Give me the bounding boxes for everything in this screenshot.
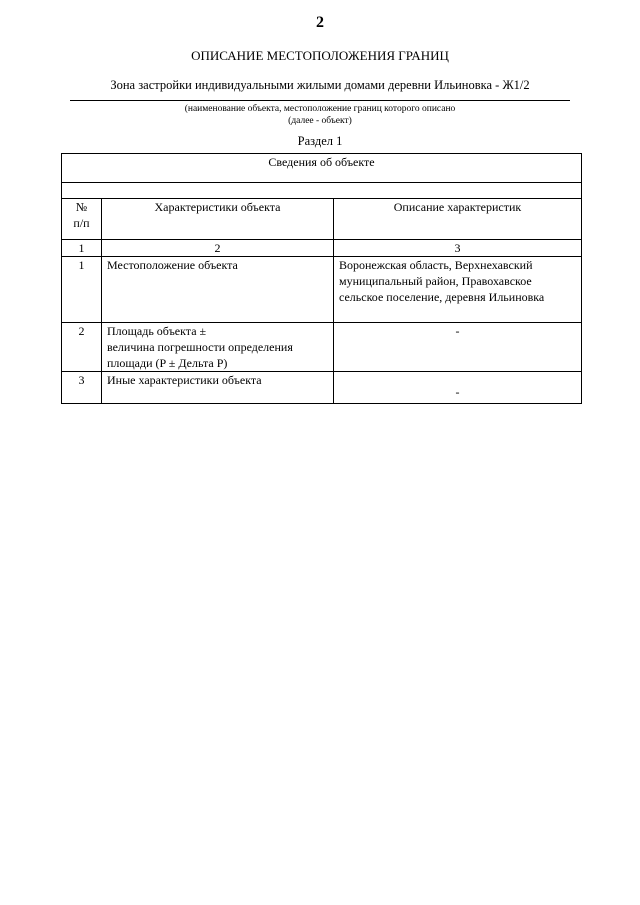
- table-title: Сведения об объекте: [62, 154, 582, 183]
- caption-line-2: (далее - объект): [288, 116, 352, 126]
- section-title: Раздел 1: [297, 134, 343, 148]
- header-num-line-2: п/п: [73, 216, 90, 230]
- row-description: -: [334, 323, 582, 372]
- characteristic-line: величина погрешности определения: [107, 340, 293, 354]
- row-description: -: [334, 372, 582, 404]
- caption-line-1: (наименование объекта, местоположение границ которого описано: [184, 104, 456, 114]
- characteristic-line: площади (P ± Дельта P): [107, 356, 228, 370]
- column-number: 2: [102, 240, 334, 257]
- description-line: сельское поселение, деревня Ильиновка: [339, 290, 545, 304]
- row-number: 2: [62, 323, 102, 372]
- header-description: Описание характеристик: [334, 199, 582, 240]
- characteristic-line: Площадь объекта ±: [107, 324, 207, 338]
- row-characteristic: [102, 323, 334, 372]
- row-characteristic: [102, 257, 334, 323]
- row-number: 1: [62, 257, 102, 323]
- row-characteristic: [102, 372, 334, 404]
- column-number: 3: [334, 240, 582, 257]
- table-blank-cell: [62, 183, 582, 199]
- header-characteristics: Характеристики объекта: [102, 199, 334, 240]
- column-number-row: [62, 240, 582, 257]
- description-line: муниципальный район, Правохавское: [339, 274, 532, 288]
- header-num-line-1: №: [75, 200, 88, 214]
- table-title-row: [62, 154, 582, 183]
- row-description: [334, 257, 582, 323]
- description-line: Воронежская область, Верхнехавский: [339, 258, 533, 272]
- table-blank-row: [62, 183, 582, 199]
- table-row: [62, 372, 582, 404]
- page-number: 2: [316, 14, 324, 31]
- object-info-table: [61, 153, 582, 404]
- title-underline: [70, 100, 570, 101]
- characteristic-line: Местоположение объекта: [107, 258, 238, 272]
- object-name-caption: [0, 103, 640, 127]
- table-header-row: [62, 199, 582, 240]
- object-name: Зона застройки индивидуальными жилыми домами деревни Ильиновка - Ж1/2: [110, 78, 530, 92]
- column-number: 1: [62, 240, 102, 257]
- characteristic-line: Иные характеристики объекта: [107, 373, 262, 387]
- document-title: ОПИСАНИЕ МЕСТОПОЛОЖЕНИЯ ГРАНИЦ: [191, 48, 449, 63]
- table-row: [62, 323, 582, 372]
- header-num: [62, 199, 102, 240]
- row-number: 3: [62, 372, 102, 404]
- table-row: [62, 257, 582, 323]
